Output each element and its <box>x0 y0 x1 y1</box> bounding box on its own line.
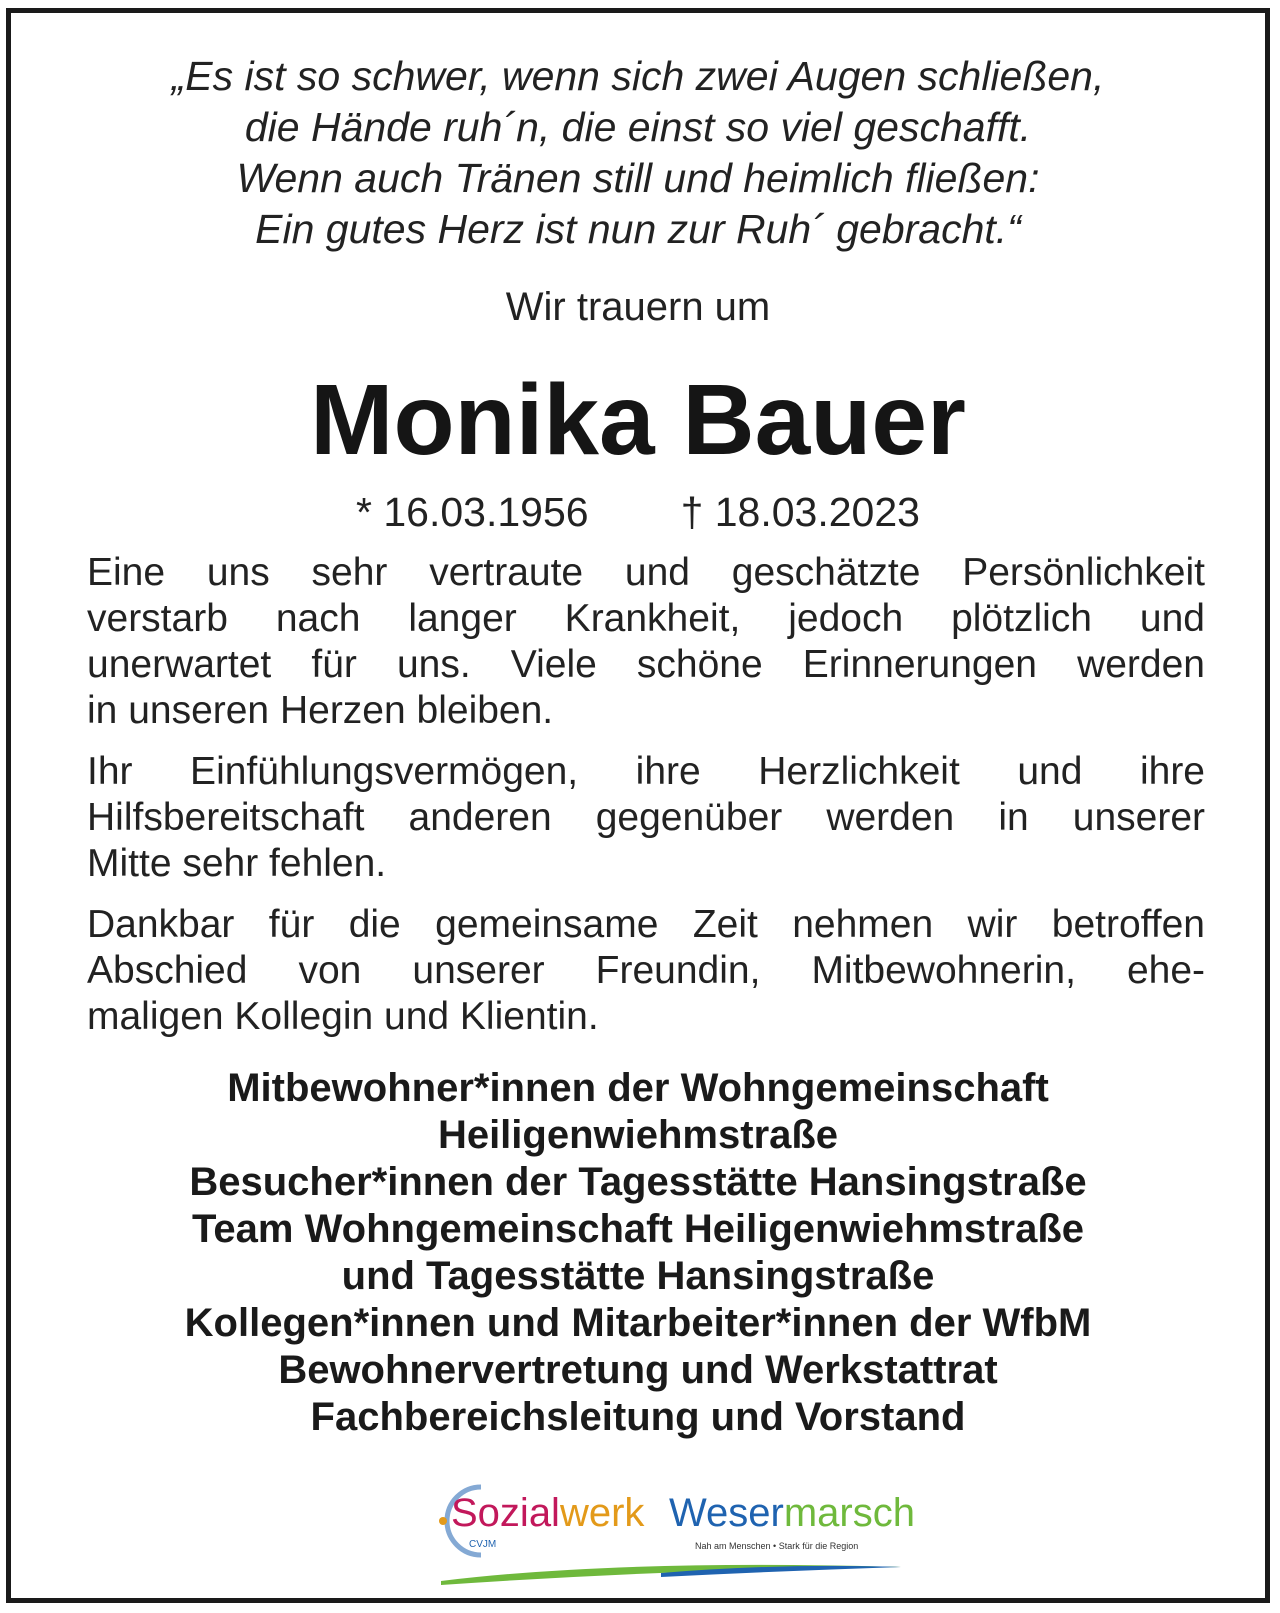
signer-line: Bewohnervertretung und Werkstattrat <box>278 1348 998 1392</box>
logo-text: marsch <box>783 1491 915 1535</box>
quote <box>11 51 1265 255</box>
signer-line: Fachbereichsleitung und Vorstand <box>310 1395 966 1439</box>
obituary-frame <box>6 8 1270 1603</box>
sozialwerk-logo <box>421 1481 941 1591</box>
signer-line: Team Wohngemeinschaft Heiligenwiehmstraße <box>191 1207 1085 1251</box>
paragraph-line: unerwartet für uns. Viele schöne Erinnerungen werden <box>87 643 1205 686</box>
signer-line: und Tagesstätte Hansingstraße <box>341 1254 935 1298</box>
logo-text: Weser <box>669 1491 784 1535</box>
paragraph-line: maligen Kollegin und Klientin. <box>87 995 599 1038</box>
paragraph-line: Mitte sehr fehlen. <box>87 842 387 885</box>
paragraph-line: verstarb nach langer Krankheit, jedoch plötzlich und <box>87 597 1205 640</box>
birth-date: * 16.03.1956 <box>356 489 589 535</box>
logo-text: werk <box>559 1491 645 1535</box>
paragraph-line: Hilfsbereitschaft anderen gegenüber werden in unserer <box>87 796 1205 839</box>
life-dates <box>11 489 1265 536</box>
logo-text: Sozial <box>451 1491 560 1535</box>
paragraph-3 <box>87 902 1205 1040</box>
intro-text: Wir trauern um <box>505 285 771 329</box>
signer-line: Heiligenwiehmstraße <box>437 1113 839 1157</box>
paragraph-line: Eine uns sehr vertraute und geschätzte Persönlichkeit <box>87 551 1205 594</box>
logo-word-wesermarsch <box>669 1491 915 1536</box>
signer-line: Besucher*innen der Tagesstätte Hansingstraße <box>189 1160 1087 1204</box>
quote-line: die Hände ruh´n, die einst so viel geschafft. <box>244 104 1032 150</box>
paragraph-line: Abschied von unserer Freundin, Mitbewohnerin, ehe- <box>87 949 1205 992</box>
logo-word-sozialwerk <box>451 1491 644 1536</box>
paragraph-line: Ihr Einfühlungsvermögen, ihre Herzlichkeit und ihre <box>87 750 1205 793</box>
signers-list <box>11 1065 1265 1441</box>
logo-slogan: Nah am Menschen • Stark für die Region <box>695 1541 859 1551</box>
logo-cvjm: CVJM <box>469 1539 497 1550</box>
quote-line: „Es ist so schwer, wenn sich zwei Augen schließen, <box>171 53 1105 99</box>
death-date: † 18.03.2023 <box>680 489 920 535</box>
quote-line: Ein gutes Herz ist nun zur Ruh´ gebracht.“ <box>255 206 1021 252</box>
quote-line: Wenn auch Tränen still und heimlich fließen: <box>236 155 1040 201</box>
signer-line: Mitbewohner*innen der Wohngemeinschaft <box>227 1066 1049 1110</box>
paragraph-line: in unseren Herzen bleiben. <box>87 689 554 732</box>
paragraph-line: Dankbar für die gemeinsame Zeit nehmen wir betroffen <box>87 903 1205 946</box>
paragraph-1 <box>87 550 1205 734</box>
deceased-name: Monika Bauer <box>310 364 966 476</box>
paragraph-2 <box>87 749 1205 887</box>
signer-line: Kollegen*innen und Mitarbeiter*innen der WfbM <box>184 1301 1092 1345</box>
